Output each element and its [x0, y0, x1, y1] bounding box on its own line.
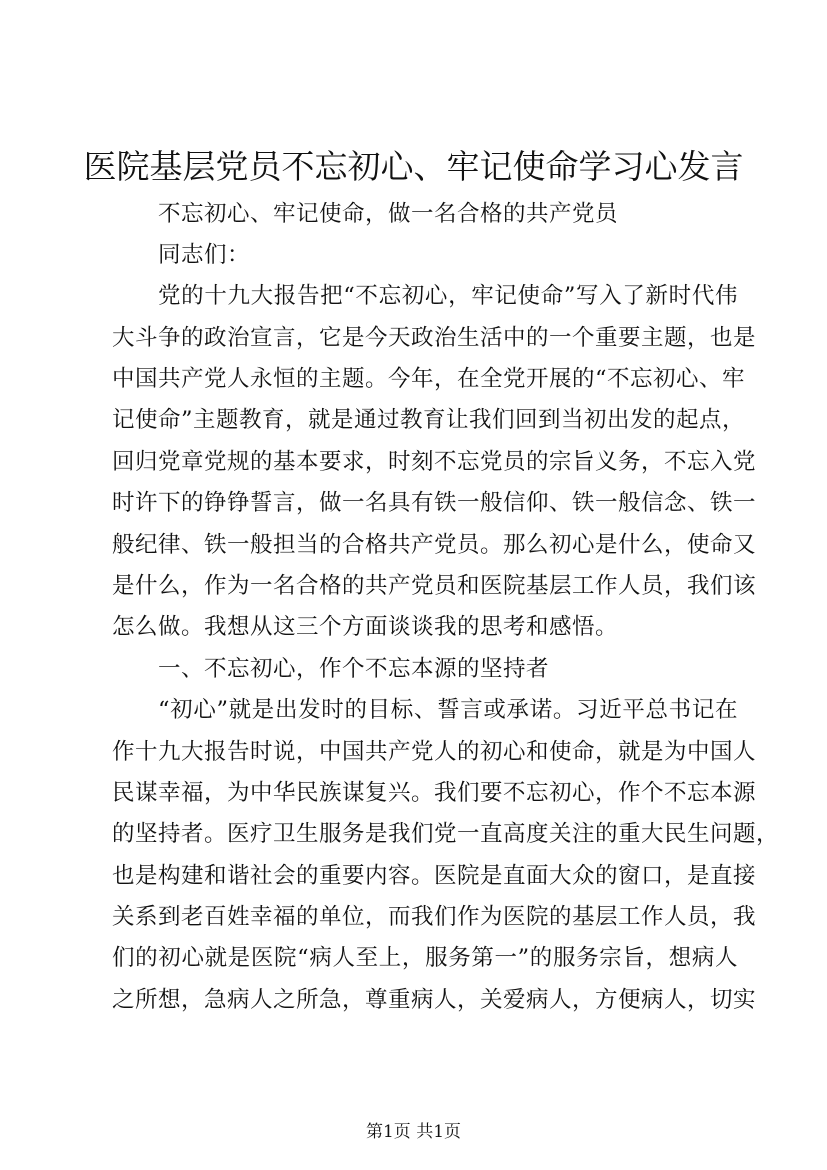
document-title: 医院基层党员不忘初心、牢记使命学习心发言	[83, 147, 744, 186]
salutation-line: 同志们：	[158, 242, 251, 268]
subtitle-line: 不忘初心、牢记使命，做一名合格的共产党员	[158, 201, 619, 227]
paragraph-line: 也是构建和谐社会的重要内容。医院是直面大众的窗口，是直接	[112, 863, 757, 889]
paragraph-line: 的坚持者。医疗卫生服务是我们党一直高度关注的重大民生问题，	[112, 821, 780, 847]
paragraph-line: 党的十九大报告把“不忘初心，牢记使命”写入了新时代伟	[158, 283, 738, 309]
paragraph-line: 般纪律、铁一般担当的合格共产党员。那么初心是什么，使命又	[112, 532, 757, 558]
paragraph-line: 记使命”主题教育，就是通过教育让我们回到当初出发的起点，	[112, 407, 746, 433]
paragraph-line: 中国共产党人永恒的主题。今年，在全党开展的“不忘初心、牢	[112, 366, 746, 392]
paragraph-line: 怎么做。我想从这三个方面谈谈我的思考和感悟。	[112, 614, 619, 640]
paragraph-line: “初心”就是出发时的目标、誓言或承诺。习近平总书记在	[158, 697, 738, 723]
paragraph-line: 时许下的铮铮誓言，做一名具有铁一般信仰、铁一般信念、铁一	[112, 490, 757, 516]
paragraph-line: 回归党章党规的基本要求，时刻不忘党员的宗旨义务，不忘入党	[112, 449, 757, 475]
paragraph-line: 是什么，作为一名合格的共产党员和医院基层工作人员，我们该	[112, 573, 757, 599]
paragraph-line: 之所想，急病人之所急，尊重病人，关爱病人，方便病人，切实	[112, 987, 757, 1013]
paragraph-line: 大斗争的政治宣言，它是今天政治生活中的一个重要主题，也是	[112, 325, 757, 351]
paragraph-line: 们的初心就是医院“病人至上，服务第一”的服务宗旨，想病人	[112, 945, 738, 971]
paragraph-line: 民谋幸福，为中华民族谋复兴。我们要不忘初心，作个不忘本源	[112, 780, 757, 806]
paragraph-line: 作十九大报告时说，中国共产党人的初心和使命，就是为中国人	[112, 739, 757, 765]
paragraph-line: 关系到老百姓幸福的单位，而我们作为医院的基层工作人员，我	[112, 904, 757, 930]
page-footer: 第1页 共1页	[365, 1122, 462, 1142]
section-heading: 一、不忘初心，作个不忘本源的坚持者	[158, 656, 550, 682]
